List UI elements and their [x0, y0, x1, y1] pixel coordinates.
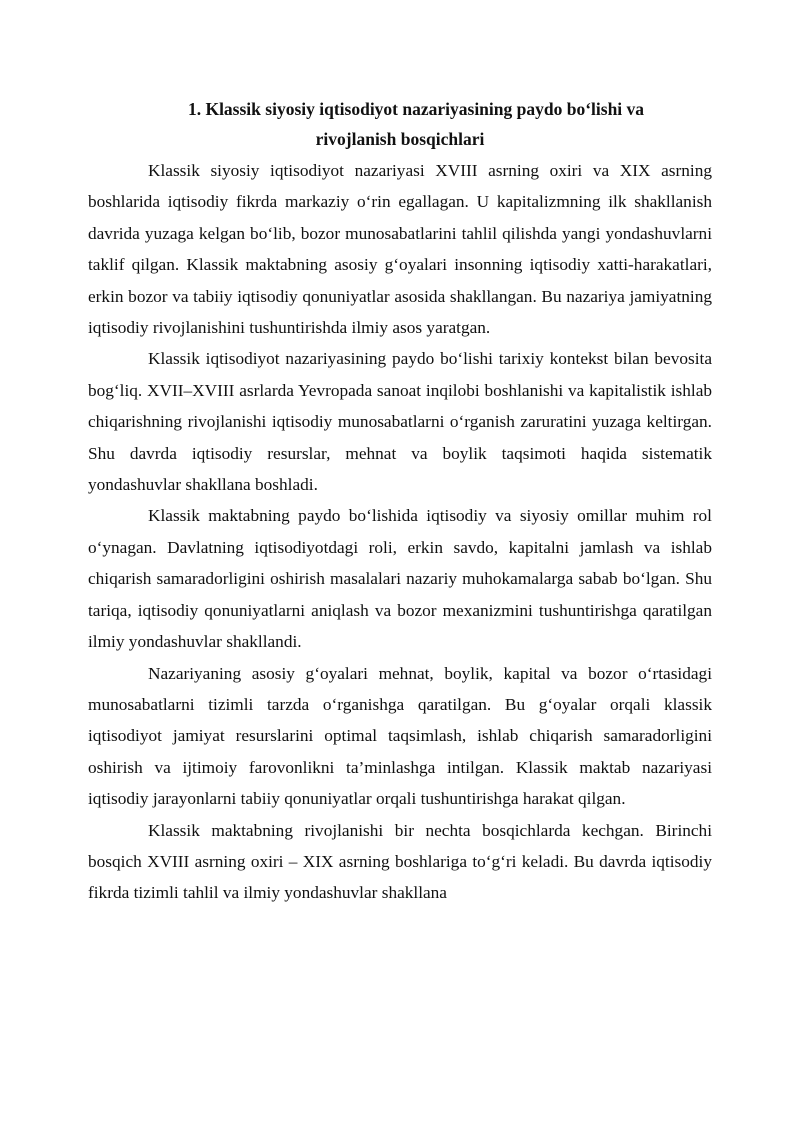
section-title-line-2: rivojlanish bosqichlari: [315, 129, 485, 149]
paragraph-5: Klassik maktabning rivojlanishi bir nechta bosqichlarda kechgan. Birinchi bosqich XVIII asrning oxiri – XIX asrning boshlariga to‘g‘ri keladi. Bu davrda iqtisodiy fikrda tizimli tahlil va ilmiy yondashuvlar shakllana: [88, 820, 712, 903]
section-title-line-1: 1. Klassik siyosiy iqtisodiyot nazariyasining paydo bo‘lishi va: [187, 99, 645, 119]
paragraph-2: Klassik iqtisodiyot nazariyasining paydo bo‘lishi tarixiy kontekst bilan bevosita bog‘liq. XVII–XVIII asrlarda Yevropada sanoat inqilobi boshlanishi va kapitalistik ishlab chiqarishning rivojlanishi iqtisodiy munosabatlarni o‘rganish zaruratini yuzaga keltirgan. Shu davrda iqtisodiy resurslar, mehnat va boylik taqsimoti haqida sistematik yondashuvlar shakllana boshladi.: [88, 349, 712, 495]
paragraph-1: Klassik siyosiy iqtisodiyot nazariyasi XVIII asrning oxiri va XIX asrning boshlarida iqtisodiy fikrda markaziy o‘rin egallagan. U kapitalizmning ilk shakllanish davrida yuzaga kelgan bo‘lib, bozor munosabatlarini tahlil qilishda yangi yondashuvlarni taklif qilgan. Klassik maktabning asosiy g‘oyalari insonning iqtisodiy xatti-harakatlari, erkin bozor va tabiiy iqtisodiy qonuniyatlar asosida shakllangan. Bu nazariya jamiyatning iqtisodiy rivojlanishini tushuntirishda ilmiy asos yaratgan.: [88, 161, 712, 338]
paragraph-4: Nazariyaning asosiy g‘oyalari mehnat, boylik, kapital va bozor o‘rtasidagi munosabatlarni tizimli tarzda o‘rganishga qaratilgan. Bu g‘oyalar orqali klassik iqtisodiyot jamiyat resurslarini optimal taqsimlash, ishlab chiqarish samaradorligini oshirish va ijtimoiy farovonlikni ta’minlashga intilgan. Klassik maktab nazariyasi iqtisodiy jarayonlarni tabiiy qonuniyatlar orqali tushuntirishga harakat qilgan.: [88, 663, 712, 809]
paragraph-3: Klassik maktabning paydo bo‘lishida iqtisodiy va siyosiy omillar muhim rol o‘ynagan. Davlatning iqtisodiyotdagi roli, erkin savdo, kapitalni jamlash va ishlab chiqarish samaradorligini oshirish masalalari nazariy muhokamalarga sabab bo‘lgan. Shu tariqa, iqtisodiy qonuniyatlarni aniqlash va bozor mexanizmini tushuntirishga qaratilgan ilmiy yondashuvlar shakllandi.: [88, 506, 712, 652]
document-page: [88, 95, 712, 909]
section-title: [88, 95, 712, 153]
